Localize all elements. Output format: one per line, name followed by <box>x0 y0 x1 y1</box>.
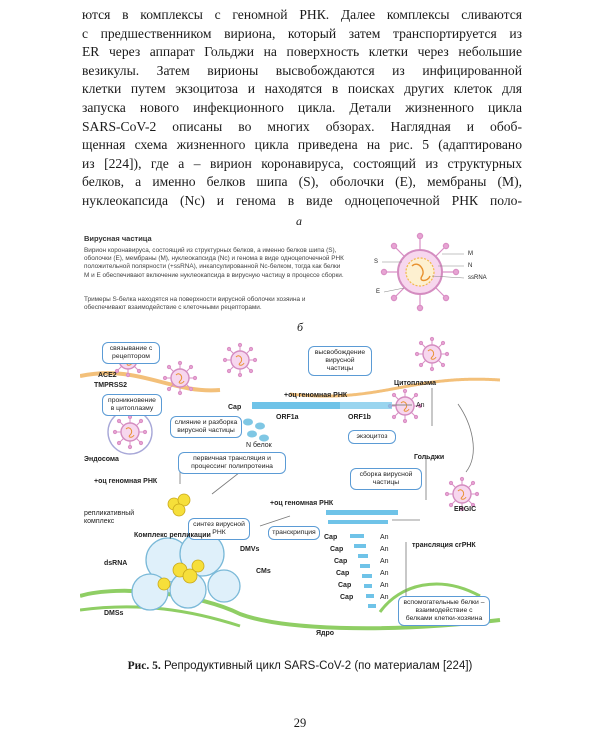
body-line: ются в комплексы с геномной РНК. Далее комплексы сливаются <box>82 7 522 22</box>
label-genome-center: +оц геномная РНК <box>270 500 334 507</box>
label-an-4: An <box>380 570 389 577</box>
label-n: N <box>468 263 473 269</box>
virion-icon <box>163 361 196 394</box>
label-endosome: Эндосома <box>84 456 119 463</box>
label-ssrna: ssRNA <box>468 275 487 281</box>
label-sgrna-translation: трансляция сгРНК <box>412 542 476 549</box>
label-an: An <box>416 402 425 409</box>
box-transcription: транскрипция <box>268 526 320 540</box>
label-n-protein: N белок <box>246 442 272 449</box>
label-replication-complex: Комплекс репликации <box>134 532 211 539</box>
label-an-3: An <box>380 558 389 565</box>
page-number: 29 <box>293 716 307 730</box>
label-s: S <box>374 259 379 265</box>
box-exocytosis: экзоцитоз <box>348 430 396 444</box>
label-cap-5: Cap <box>338 582 352 589</box>
box-release: высвобождение вирусной частицы <box>308 346 372 376</box>
label-dmvs: DMVs <box>240 546 260 553</box>
panel-a-virus-particle <box>80 230 525 315</box>
panel-label-a: а <box>296 214 302 228</box>
body-line: везикулы. Затем вирионы высвобождаются из инфицированной <box>82 62 522 78</box>
body-line: с предшественником вириона, который затем транспортируется из <box>82 25 522 41</box>
caption-text: Репродуктивный цикл SARS-CoV-2 (по материалам [224]) <box>163 660 473 672</box>
label-an-1: An <box>380 534 389 541</box>
panel-label-b: б <box>297 320 304 334</box>
box-fusion: слияние и разборка вирусной частицы <box>170 416 242 438</box>
label-dsrna: dsRNA <box>104 560 128 567</box>
label-cap-1: Cap <box>324 534 338 541</box>
box-penetration: проникновение в цитоплазму <box>102 394 162 416</box>
body-line: клетки путем экзоцитоза и находятся в поисках других клеток для <box>82 81 522 97</box>
virus-description: Вирион коронавируса, состоящий из структурных белков, а именно белков шипа (S), оболочки (E), мембраны (M), нуклеокапсида (Nc) и генома в виде одноцепочечной РНК положительной полярности (+ssRNA), инкапсулированной Nc-белком, тогда как белки M и E обеспечивают включение нуклеокапсида в вирусную частицу в процессе сборки. <box>84 247 344 279</box>
panel-b-replication-cycle <box>80 334 525 646</box>
label-cap-4: Cap <box>336 570 350 577</box>
label-ergic: ERGIC <box>454 506 477 513</box>
virus-note: Тримеры S-белка находятся на поверхности вирусной оболочки хозяина и обеспечивают взаимодействие с клеточными рецепторами. <box>84 296 306 312</box>
box-binding: связывание с рецептором <box>102 342 160 364</box>
label-nucleus: Ядро <box>316 630 335 637</box>
label-cap: Cap <box>228 404 242 411</box>
label-genome-left: +оц геномная РНК <box>94 478 158 485</box>
label-golgi: Гольджи <box>414 454 445 461</box>
body-line: SARS-CoV-2 описаны во многих обзорах. Наглядная и обоб- <box>82 118 522 134</box>
box-auxiliary: вспомогательные белки – взаимодействие с белками клетки-хозяина <box>398 596 490 626</box>
label-orf1b: ORF1b <box>348 414 371 421</box>
body-line: нуклеокапсида (Nc) и генома в виде одноцепочечной РНК поло- <box>82 192 522 208</box>
label-replicative-complex: репликативный комплекс <box>84 510 135 525</box>
box-translation: первичная трансляция и процессинг полипротеина <box>178 452 286 474</box>
virion-icon <box>113 415 146 448</box>
body-line: белков, а именно белков шипа (S), оболочки (E), мембраны (M), <box>82 174 522 190</box>
box-assembly: сборка вирусной частицы <box>350 468 422 490</box>
body-line: ER через аппарат Гольджи на поверхность клетки через небольшие <box>82 44 522 60</box>
virion-icon <box>223 343 256 376</box>
body-line: запуска нового инфекционного цикла. Детали жизненного цикла <box>82 99 522 115</box>
body-line: из [224]), где а – вирион коронавируса, состоящий из структурных <box>82 155 522 171</box>
virus-heading: Вирусная частица <box>84 234 152 243</box>
label-cap-6: Cap <box>340 594 354 601</box>
virion-icon <box>381 233 458 310</box>
label-an-6: An <box>380 594 389 601</box>
label-cap-2: Cap <box>330 546 344 553</box>
label-e: E <box>376 289 381 295</box>
body-text <box>82 6 522 211</box>
label-m: M <box>468 251 473 257</box>
caption-prefix: Рис. 5. <box>127 660 161 672</box>
label-dmss: DMSs <box>104 610 124 617</box>
label-an-5: An <box>380 582 389 589</box>
label-tmprss2: TMPRSS2 <box>94 382 128 389</box>
figure-caption <box>0 660 600 672</box>
label-cms: CMs <box>256 568 271 575</box>
label-cytoplasm: Цитоплазма <box>394 380 436 387</box>
body-line: щенная схема жизненного цикла приведена на рис. 5 (адаптировано <box>82 137 522 153</box>
label-genome-top: +оц геномная РНК <box>284 392 348 399</box>
label-an-2: An <box>380 546 389 553</box>
label-ace2: ACE2 <box>98 372 117 379</box>
virion-icon <box>415 337 448 370</box>
box-synthesis: синтез вирусной РНК <box>188 518 250 540</box>
label-cap-3: Cap <box>334 558 348 565</box>
label-orf1a: ORF1a <box>276 414 299 421</box>
